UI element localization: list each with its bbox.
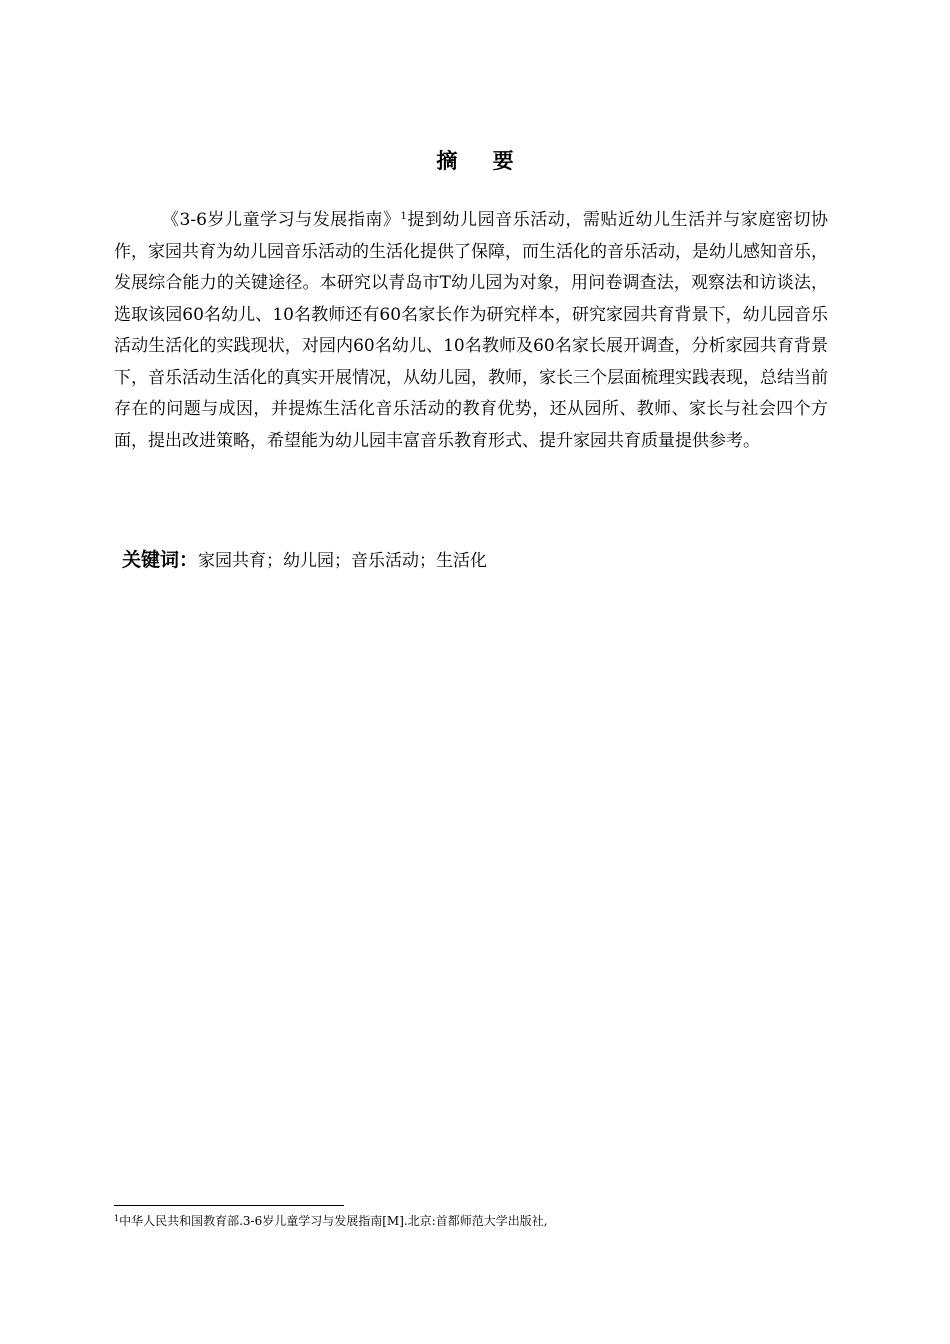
abstract-title: 摘 要 [436,149,528,173]
footnote-reference[interactable]: 1 [400,211,407,222]
footnote-marker: 1 [114,1214,120,1223]
abstract-text-part2: 提到幼儿园音乐活动，需贴近幼儿生活并与家庭密切协作，家园共育为幼儿园音乐活动的生活化提供了保障，而生活化的音乐活动，是幼儿感知音乐，发展综合能力的关键途径。本研究以青岛市T幼儿园为对象，用问卷调查法，观察法和访谈法，选取该园60名幼儿、10名教师还有60名家长作为研究样本，研究家园共育背景下，幼儿园音乐活动生活化的实践现状，对园内60名幼儿、10名教师及60名家长展开调查，分析家园共育背景下，音乐活动生活化的真实开展情况，从幼儿园，教师，家长三个层面梳理实践表现，总结当前存在的问题与成因，并提炼生活化音乐活动的教育优势，还从园所、教师、家长与社会四个方面，提出改进策略，希望能为幼儿园丰富音乐教育形式、提升家园共育质量提供参考。 [114,210,828,451]
abstract-text-part1: 《3-6岁儿童学习与发展指南》 [162,210,401,230]
abstract-body [114,205,828,457]
footnote-separator [114,1205,344,1206]
keywords-text: 家园共育；幼儿园；音乐活动；生活化 [198,551,488,571]
footnote [114,1212,834,1230]
keywords-label: 关键词： [122,549,199,571]
footnote-text: 中华人民共和国教育部.3-6岁儿童学习与发展指南[M].北京:首都师范大学出版社, [119,1214,548,1228]
keywords-line [122,545,822,576]
